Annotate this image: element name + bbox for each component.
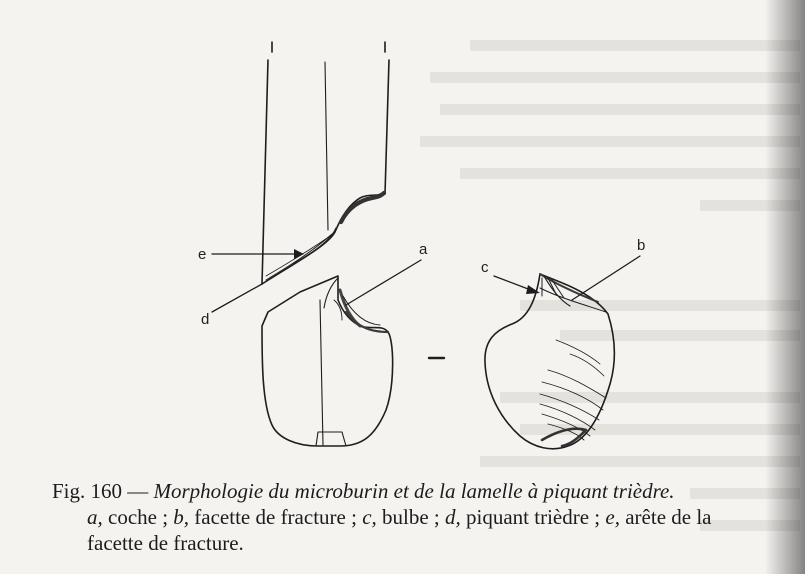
leader-a [346,260,421,305]
legend-e-text: arête de la [619,505,712,529]
legend-d-text: piquant trièdre ; [460,505,606,529]
leader-d [212,284,262,312]
legend-a-text: coche ; [102,505,174,529]
arrow-e [294,249,304,259]
lamelle-upper-fragment [262,42,389,284]
caption-title: Morphologie du microburin et de la lamelle à piquant trièdre. [153,479,675,503]
microburin-ventral-face [485,274,614,449]
legend-c-key: c, [362,505,377,529]
microburin-lower-fragment [262,276,393,446]
legend-continuation: facette de fracture. [87,531,244,555]
legend-b-key: b, [173,505,190,529]
label-b: b [637,237,646,254]
label-e: e [198,246,207,263]
caption-fig-number: Fig. 160 — [52,479,149,503]
page-edge-shadow [765,0,805,574]
label-d: d [201,311,210,328]
legend-e-key: e, [605,505,620,529]
figure-caption [52,478,805,556]
label-a: a [419,241,428,258]
leader-b [572,256,640,300]
legend-d-key: d, [445,505,461,529]
legend-b-text: facette de fracture ; [189,505,363,529]
legend-c-text: bulbe ; [376,505,446,529]
legend-a-key: a, [87,505,103,529]
label-c: c [481,259,489,276]
